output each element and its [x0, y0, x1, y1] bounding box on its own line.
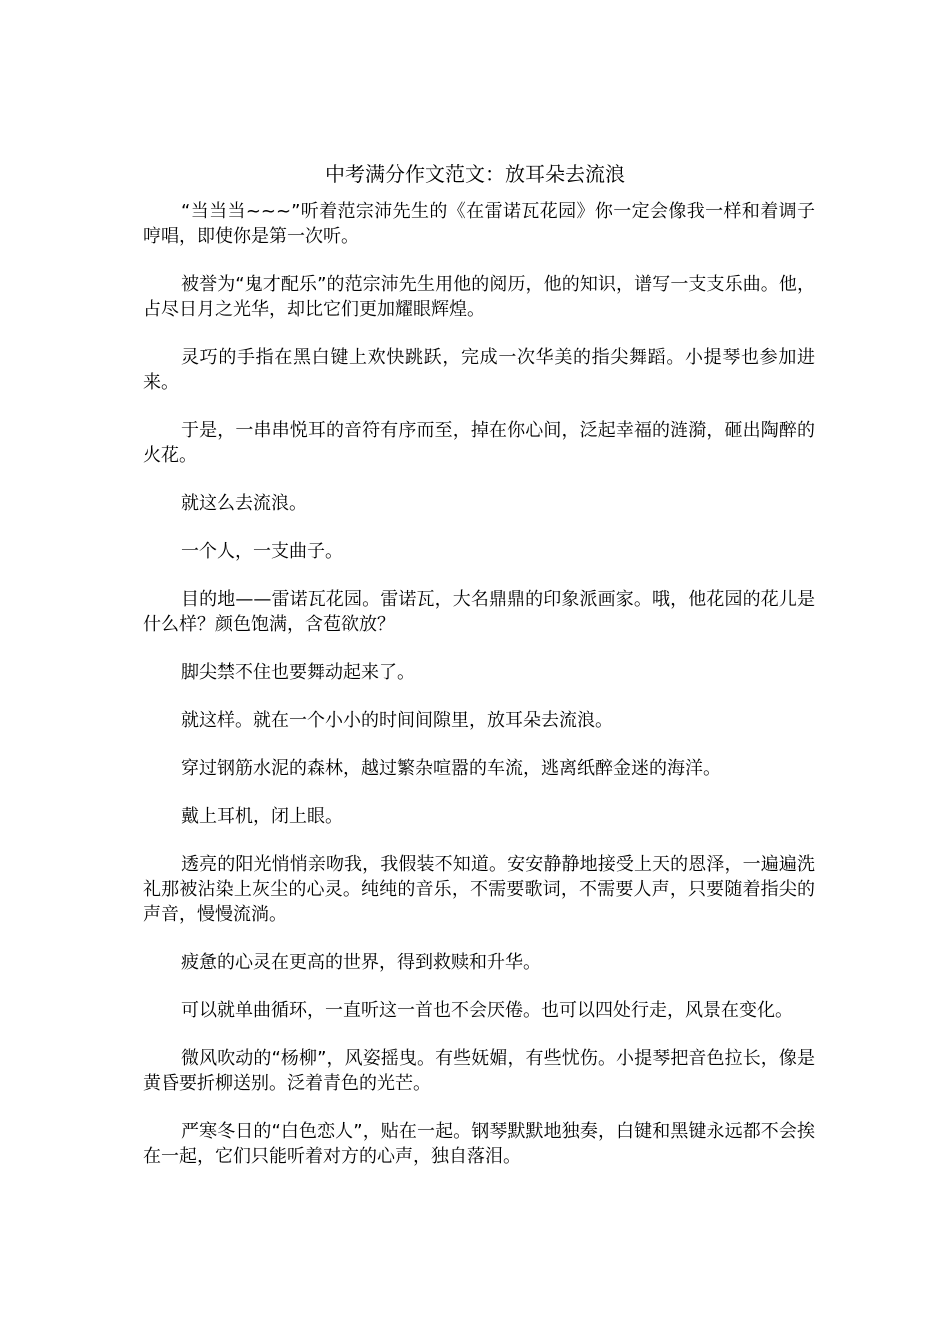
paragraph: “当当当~~~”听着范宗沛先生的《在雷诺瓦花园》你一定会像我一样和着调子哼唱，即使你是第一次听。 — [143, 201, 815, 247]
paragraph: 被誉为“鬼才配乐”的范宗沛先生用他的阅历，他的知识，谱写一支支乐曲。他，占尽日月之光华，却比它们更加耀眼辉煌。 — [143, 274, 815, 320]
paragraph: 灵巧的手指在黑白键上欢快跳跃，完成一次华美的指尖舞蹈。小提琴也参加进来。 — [143, 347, 815, 393]
page-title: 中考满分作文范文：放耳朵去流浪 — [325, 162, 625, 186]
paragraph: 一个人，一支曲子。 — [181, 541, 343, 562]
paragraph: 透亮的阳光悄悄亲吻我，我假装不知道。安安静静地接受上天的恩泽，一遍遍洗礼那被沾染上灰尘的心灵。纯纯的音乐，不需要歌词，不需要人声，只要随着指尖的声音，慢慢流淌。 — [143, 854, 815, 925]
paragraph: 目的地——雷诺瓦花园。雷诺瓦，大名鼎鼎的印象派画家。哦，他花园的花儿是什么样？颜色饱满，含苞欲放？ — [143, 589, 815, 635]
paragraph: 微风吹动的“杨柳”，风姿摇曳。有些妩媚，有些忧伤。小提琴把音色拉长，像是黄昏要折柳送别。泛着青色的光芒。 — [143, 1048, 815, 1094]
paragraph: 疲惫的心灵在更高的世界，得到救赎和升华。 — [181, 952, 541, 973]
article-body — [143, 199, 815, 1192]
paragraph: 戴上耳机，闭上眼。 — [181, 806, 343, 827]
paragraph: 就这样。就在一个小小的时间间隙里，放耳朵去流浪。 — [181, 710, 613, 731]
paragraph: 脚尖禁不住也要舞动起来了。 — [181, 662, 415, 683]
paragraph: 穿过钢筋水泥的森林，越过繁杂喧嚣的车流，逃离纸醉金迷的海洋。 — [181, 758, 721, 779]
paragraph: 可以就单曲循环，一直听这一首也不会厌倦。也可以四处行走，风景在变化。 — [181, 1000, 793, 1021]
paragraph: 就这么去流浪。 — [181, 493, 307, 514]
paragraph: 于是，一串串悦耳的音符有序而至，掉在你心间，泛起幸福的涟漪，砸出陶醉的火花。 — [143, 420, 815, 466]
paragraph: 严寒冬日的“白色恋人”，贴在一起。钢琴默默地独奏，白键和黑键永远都不会挨在一起，它们只能听着对方的心声，独自落泪。 — [143, 1121, 815, 1167]
